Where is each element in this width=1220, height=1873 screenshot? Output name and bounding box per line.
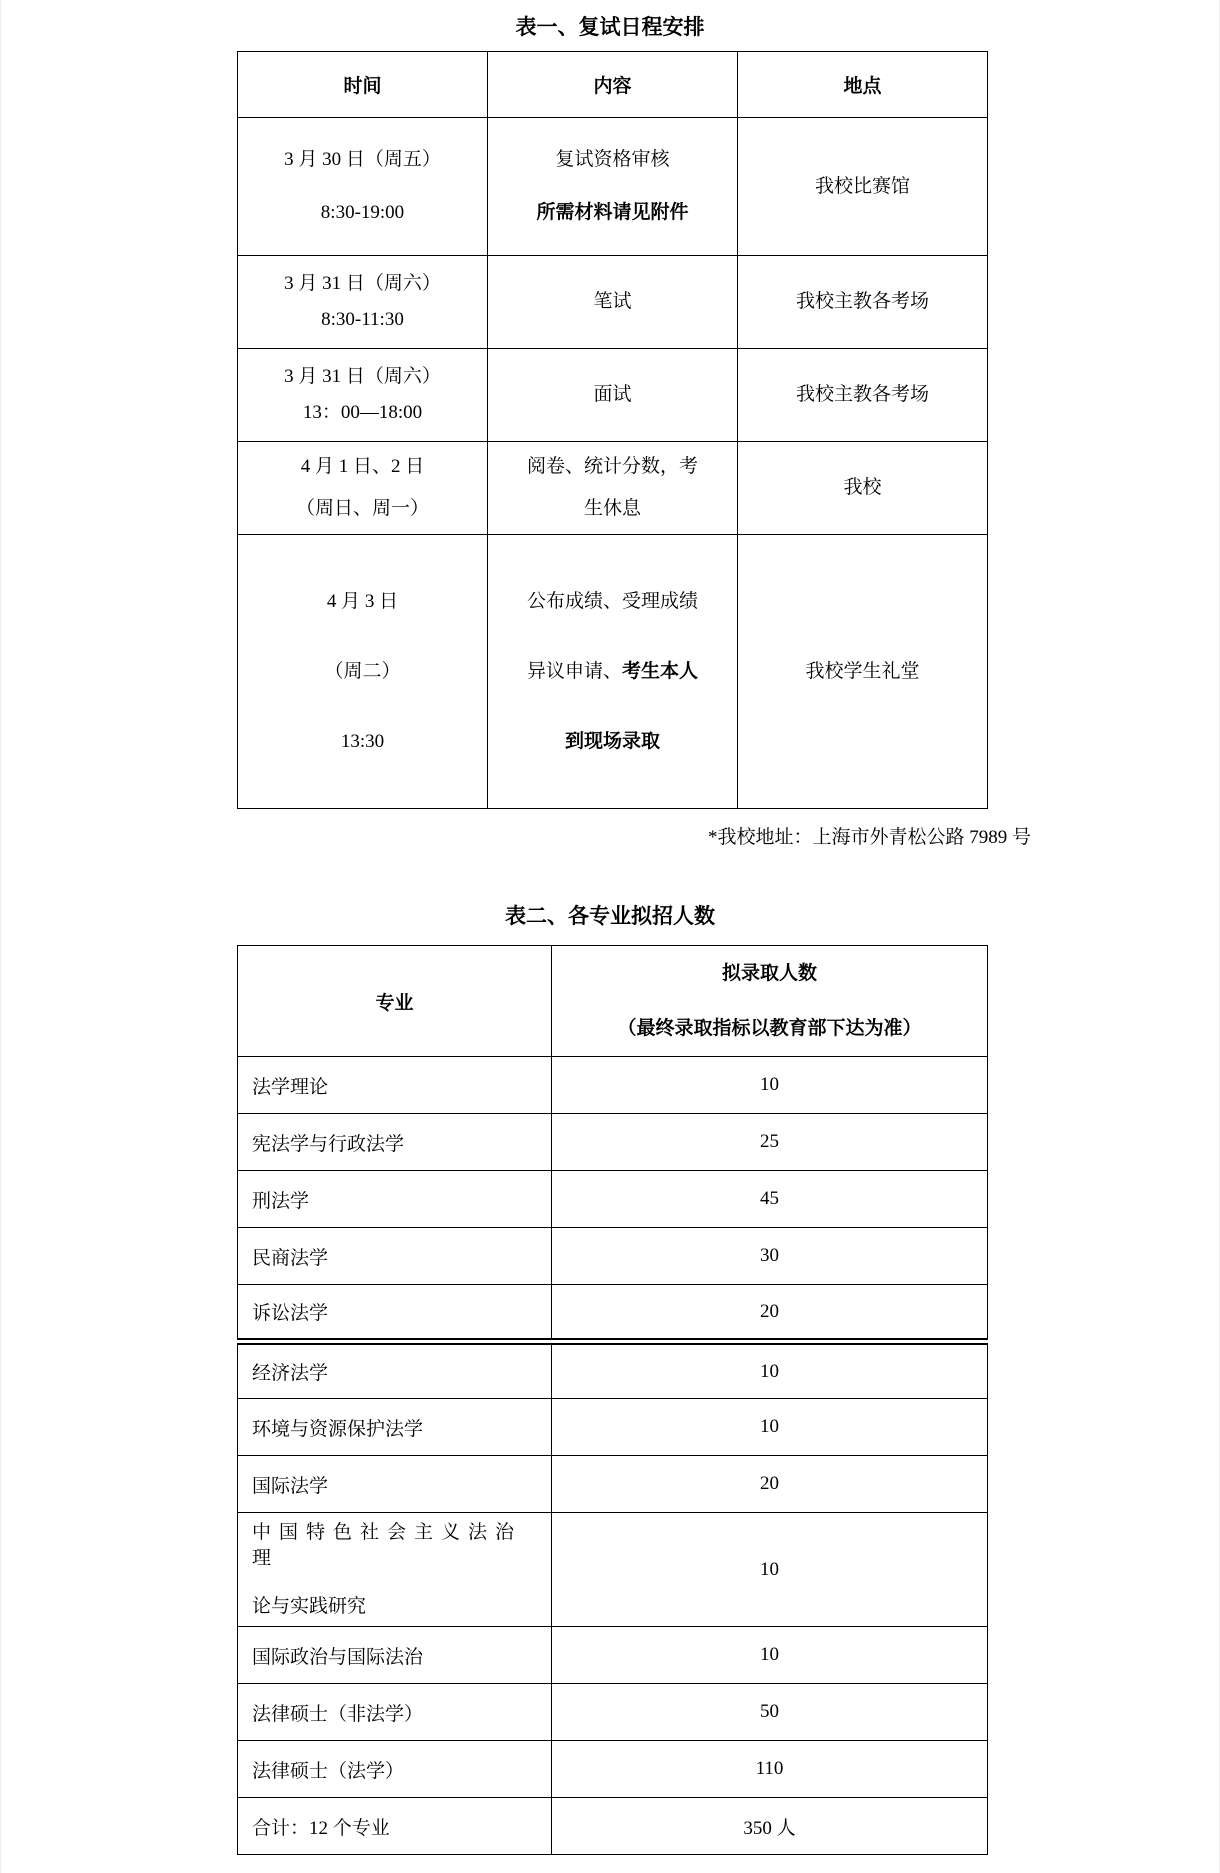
content-line: 笔试 <box>593 291 632 312</box>
t1-r4-content-cell <box>488 442 738 535</box>
content-line <box>494 659 731 685</box>
table-row <box>238 1171 988 1228</box>
location-text: 我校学生礼堂 <box>805 660 920 682</box>
content-fragment: 异议申请、 <box>526 660 622 682</box>
time-line: （周日、周一） <box>295 498 429 519</box>
major-cell: 法学理论 <box>238 1057 552 1114</box>
table-row <box>238 1399 988 1456</box>
content-fragment-bold: 考生本人 <box>622 660 699 682</box>
table-row <box>238 1057 988 1114</box>
t1-r1-content-cell <box>488 118 738 256</box>
table-row <box>238 1627 988 1684</box>
t1-r3-location-cell <box>738 349 988 442</box>
major-cell: 经济法学 <box>238 1342 552 1399</box>
table1-title: 表一、复试日程安排 <box>515 15 705 39</box>
major-cell: 合计：12 个专业 <box>238 1798 552 1855</box>
t2-header-count <box>552 946 988 1057</box>
address-footnote: *我校地址：上海市外青松公路 7989 号 <box>707 827 1031 848</box>
content-line: 复试资格审核 <box>555 149 670 170</box>
location-text: 我校 <box>843 477 882 498</box>
table-row <box>238 1456 988 1513</box>
t1-r2-time-cell <box>238 256 488 349</box>
major-cell: 刑法学 <box>238 1171 552 1228</box>
t1-r1-time-cell <box>238 118 488 256</box>
content-line: 面试 <box>593 384 632 405</box>
table-row <box>238 1285 988 1342</box>
major-line: 论与实践研究 <box>252 1595 367 1617</box>
major-cell: 国际政治与国际法治 <box>238 1627 552 1684</box>
table-row <box>238 256 988 349</box>
count-cell: 10 <box>552 1342 988 1399</box>
count-cell: 20 <box>552 1285 988 1342</box>
location-text: 我校主教各考场 <box>795 384 929 405</box>
table-row <box>238 1228 988 1285</box>
major-line: 中国特色社会主义法治理 <box>252 1521 523 1569</box>
time-line: 3 月 31 日（周六） <box>284 273 441 294</box>
count-cell: 45 <box>552 1171 988 1228</box>
table-row <box>238 1513 988 1627</box>
content-line: 阅卷、统计分数，考 <box>526 456 698 477</box>
time-line: 4 月 3 日 <box>326 590 399 612</box>
t1-r4-time-cell <box>238 442 488 535</box>
t1-r5-content-cell <box>488 535 738 809</box>
major-cell: 诉讼法学 <box>238 1285 552 1342</box>
t1-header-location: 地点 <box>738 52 988 118</box>
count-cell: 350 人 <box>552 1798 988 1855</box>
major-cell: 国际法学 <box>238 1456 552 1513</box>
t1-r1-location-cell <box>738 118 988 256</box>
t1-r5-location-cell <box>738 535 988 809</box>
table-row <box>238 1342 988 1399</box>
major-cell: 法律硕士（法学） <box>238 1741 552 1798</box>
t1-r3-content-cell <box>488 349 738 442</box>
content-line-bold: 到现场录取 <box>564 730 660 752</box>
major-cell: 宪法学与行政法学 <box>238 1114 552 1171</box>
count-cell: 110 <box>552 1741 988 1798</box>
table-row <box>238 1114 988 1171</box>
time-line: 4 月 1 日、2 日 <box>300 456 425 477</box>
count-cell: 50 <box>552 1684 988 1741</box>
count-cell: 25 <box>552 1114 988 1171</box>
table-row <box>238 535 988 809</box>
t2-header-major: 专业 <box>238 946 552 1057</box>
t1-r2-content-cell <box>488 256 738 349</box>
time-line: 3 月 31 日（周六） <box>284 366 441 387</box>
count-cell: 10 <box>552 1513 988 1627</box>
table2-header-row <box>238 946 988 1057</box>
location-text: 我校主教各考场 <box>795 291 929 312</box>
major-cell: 法律硕士（非法学） <box>238 1684 552 1741</box>
time-line: 8:30-11:30 <box>321 309 404 330</box>
count-cell: 20 <box>552 1456 988 1513</box>
count-cell: 10 <box>552 1057 988 1114</box>
header-line: 拟录取人数 <box>721 962 817 984</box>
table-row <box>238 1741 988 1798</box>
time-line: 13:30 <box>340 730 385 752</box>
count-cell: 10 <box>552 1399 988 1456</box>
count-cell: 10 <box>552 1627 988 1684</box>
t1-r3-time-cell <box>238 349 488 442</box>
t1-header-time: 时间 <box>238 52 488 118</box>
reexam-schedule-table <box>237 51 988 809</box>
location-text: 我校比赛馆 <box>814 175 910 197</box>
major-cell <box>238 1513 552 1627</box>
time-line: 3 月 30 日（周五） <box>284 149 441 170</box>
enrollment-table <box>237 945 988 1855</box>
time-line: 13：00—18:00 <box>302 402 423 423</box>
table-row <box>238 118 988 256</box>
count-cell: 30 <box>552 1228 988 1285</box>
major-cell: 环境与资源保护法学 <box>238 1399 552 1456</box>
table-row <box>238 1798 988 1855</box>
header-line: （最终录取指标以教育部下达为准） <box>617 1017 922 1039</box>
time-line: 8:30-19:00 <box>320 202 405 223</box>
content-line: 公布成绩、受理成绩 <box>526 590 698 612</box>
table2-title: 表二、各专业拟招人数 <box>505 904 715 928</box>
t1-r4-location-cell <box>738 442 988 535</box>
t1-r2-location-cell <box>738 256 988 349</box>
table-row <box>238 1684 988 1741</box>
table1-header-row <box>238 52 988 118</box>
content-line: 生休息 <box>583 498 641 519</box>
table-row <box>238 349 988 442</box>
major-cell: 民商法学 <box>238 1228 552 1285</box>
t1-header-content: 内容 <box>488 52 738 118</box>
table-row <box>238 442 988 535</box>
t1-r5-time-cell <box>238 535 488 809</box>
time-line: （周二） <box>324 660 401 682</box>
content-line-bold: 所需材料请见附件 <box>536 202 689 223</box>
